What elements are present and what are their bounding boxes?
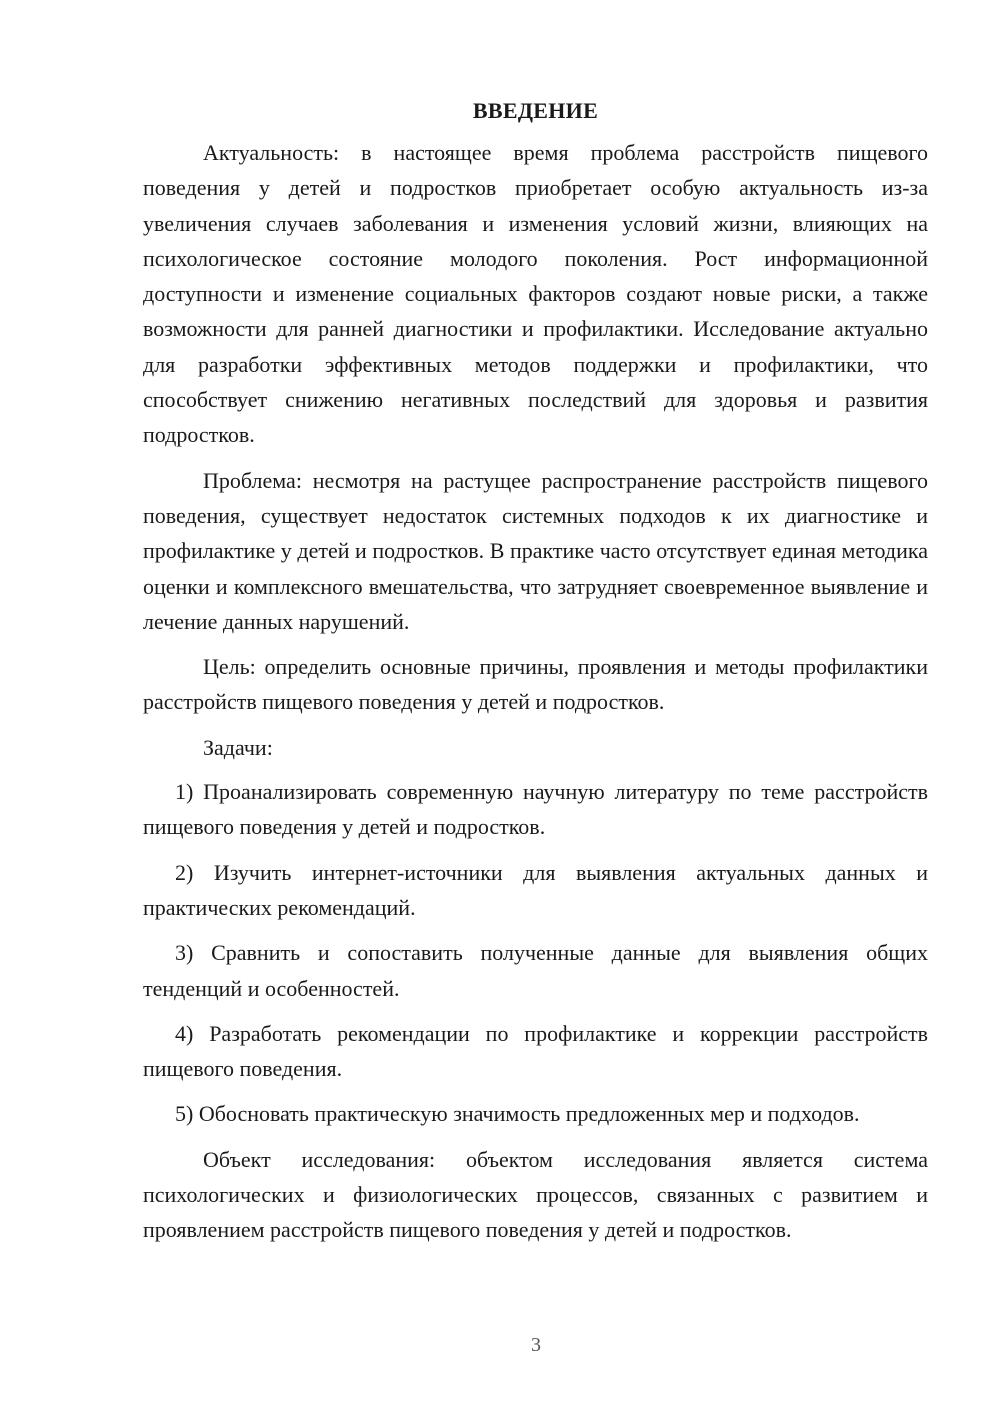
task-item: 4) Разработать рекомендации по профилактике и коррекции расстройств пищевого поведения. [143, 1020, 928, 1082]
tasks-heading: Задачи: [203, 734, 273, 760]
task-item: 1) Проанализировать современную научную литературу по теме расстройств пищевого поведения у детей и подростков. [143, 779, 928, 840]
task-item: 2) Изучить интернет-источники для выявления актуальных данных и практических рекомендаций. [143, 859, 928, 920]
task-list [143, 774, 928, 1132]
task-item: 5) Обосновать практическую значимость предложенных мер и подходов. [175, 1101, 860, 1127]
page-title: ВВЕДЕНИЕ [472, 98, 599, 123]
goal-paragraph: Цель: определить основные причины, проявления и методы профилактики расстройств пищевого поведения у детей и подростков. [143, 654, 928, 715]
document-page [143, 95, 928, 1258]
problem-paragraph: Проблема: несмотря на растущее распространение расстройств пищевого поведения, существует недостаток системных подходов к их диагностике и профилактике у детей и подростков. В практике часто отсутствует единая методика оценки и комплексного вмешательства, что затрудняет своевременное выявление и лечение данных нарушений. [143, 467, 928, 634]
object-paragraph: Объект исследования: объектом исследования является система психологических и физиологических процессов, связанных с развитием и проявлением расстройств пищевого поведения у детей и подростков. [143, 1146, 928, 1243]
page-number: 3 [531, 1334, 541, 1356]
task-item: 3) Сравнить и сопоставить полученные данные для выявления общих тенденций и особенностей. [143, 940, 928, 1001]
relevance-paragraph: Актуальность: в настоящее время проблема расстройств пищевого поведения у детей и подростков приобретает особую актуальность из-за увеличения случаев заболевания и изменения условий жизни, влияющих на психологическое состояние молодого поколения. Рост информационной доступности и изменение социальных факторов создают новые риски, а также возможности для ранней диагностики и профилактики. Исследование актуально для разработки эффективных методов поддержки и профилактики, что способствует снижению негативных последствий для здоровья и развития подростков. [143, 140, 928, 448]
